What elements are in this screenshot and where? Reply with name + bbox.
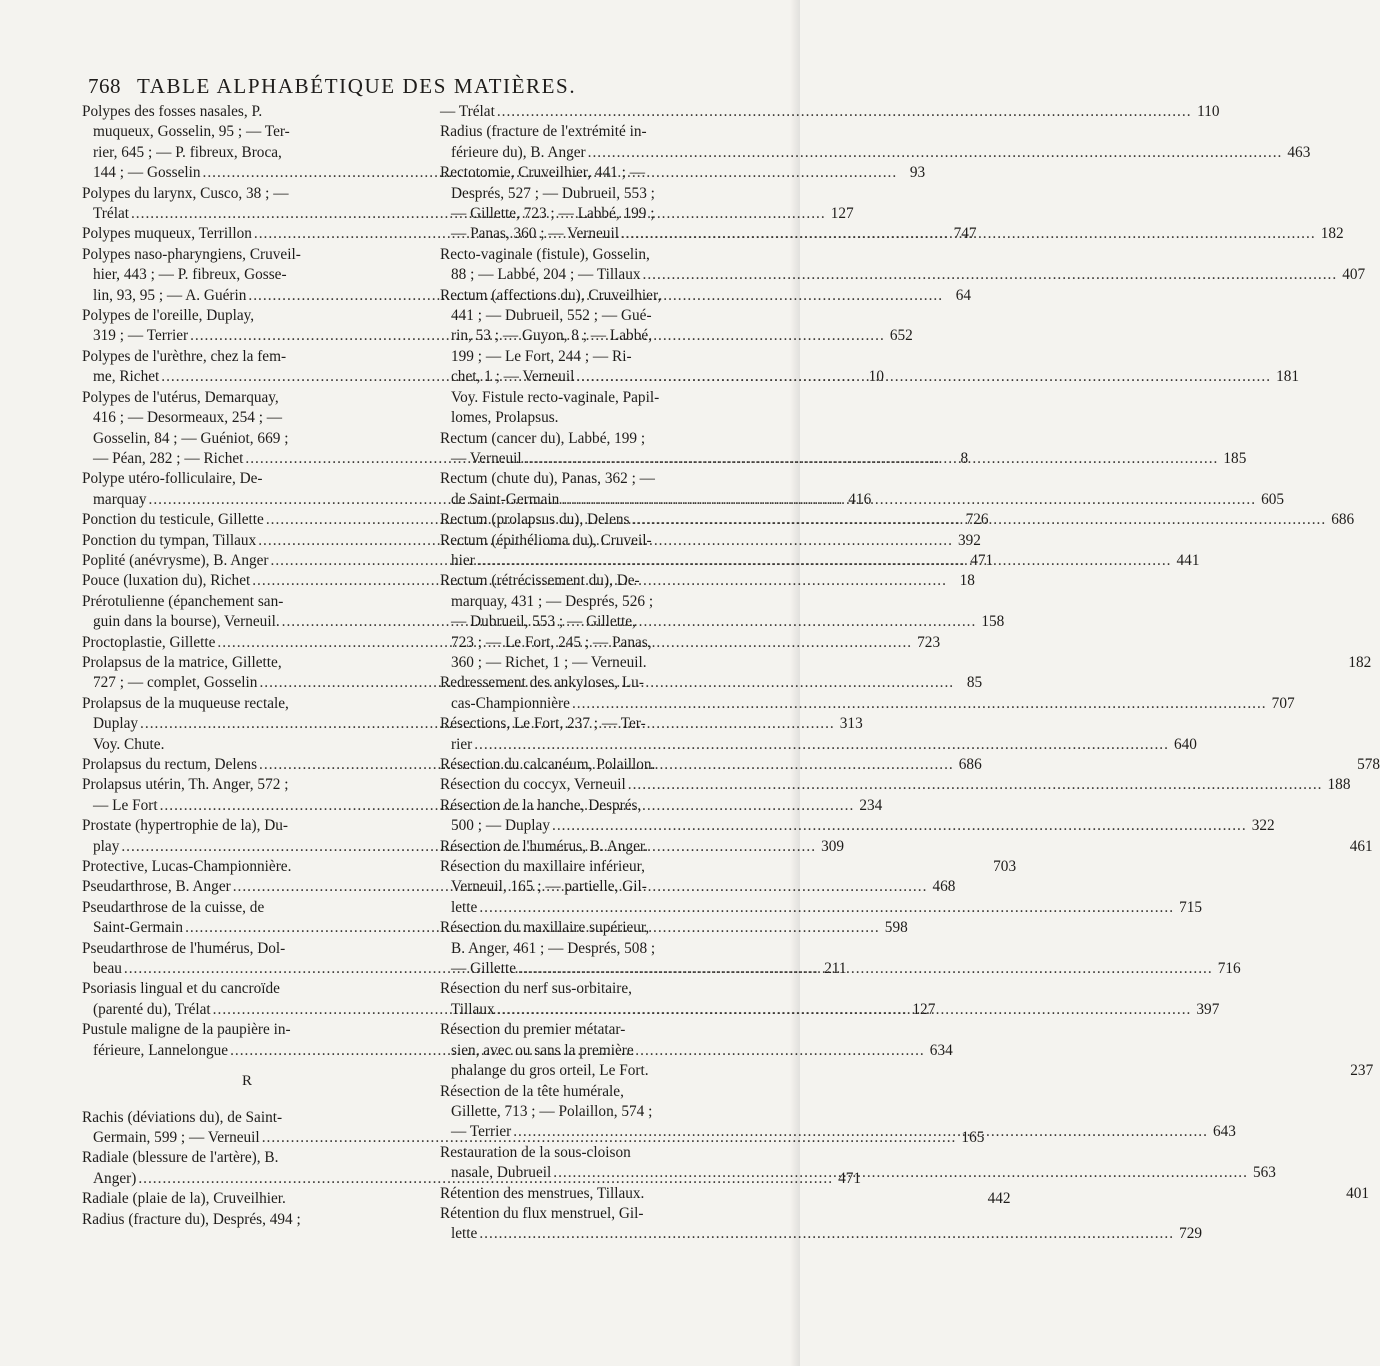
page-reference: 461: [1349, 837, 1373, 855]
index-line: [82, 245, 412, 265]
entry-text: cas-Championnière: [451, 694, 570, 712]
entry-text: Radius (fracture de l'extrémité in-: [440, 123, 647, 141]
entry-text: 416 ; — Desormeaux, 254 ; —: [93, 409, 283, 427]
index-line: [440, 122, 770, 142]
entry-text: Polypes de l'urèthre, chez la fem-: [82, 347, 287, 365]
entry-text: muqueux, Gosselin, 95 ; — Ter-: [93, 123, 290, 141]
entry-text: Rectum (cancer du), Labbé, 199 ;: [440, 429, 646, 447]
entry-text: lette: [451, 898, 478, 916]
entry-text: Pustule maligne de la paupière in-: [82, 1021, 291, 1039]
entry-text: Psoriasis lingual et du cancroïde: [82, 980, 280, 998]
index-line: [82, 1210, 412, 1230]
index-line: [440, 306, 770, 326]
entry-text: marquay, 431 ; — Després, 526 ;: [451, 592, 654, 610]
index-line: [440, 1224, 1203, 1244]
entry-text: Rétention du flux menstruel, Gil-: [440, 1204, 644, 1222]
page-reference: 686: [958, 756, 982, 773]
index-line: [82, 735, 412, 755]
page-reference: 707: [1271, 694, 1295, 712]
entry-text: Tillaux: [451, 1000, 495, 1018]
entry-text: Gosselin, 84 ; — Guéniot, 669 ;: [93, 429, 289, 447]
entry-text: Résections, Le Fort, 237 ; — Ter-: [440, 715, 646, 733]
entry-text: hier, 443 ; — P. fibreux, Gosse-: [93, 266, 287, 284]
index-line: [440, 449, 1247, 469]
entry-text: Restauration de la sous-cloison: [440, 1143, 631, 1161]
entry-text: Radiale (blessure de l'artère), B.: [82, 1149, 279, 1167]
index-line: [82, 898, 412, 918]
page-reference: 309: [821, 837, 845, 855]
page-reference: 441: [1176, 551, 1200, 569]
index-line: [440, 673, 770, 693]
index-line: [440, 877, 770, 897]
entry-text: Résection de l'humérus, B. Anger.: [440, 837, 648, 855]
index-line: [440, 469, 770, 489]
page-reference: 165: [961, 1128, 985, 1146]
dot-leader: [576, 367, 1271, 387]
index-entry: [82, 1210, 412, 1230]
index-line: [440, 816, 1275, 836]
index-line: [82, 408, 412, 428]
entry-text: me, Richet: [93, 368, 160, 386]
index-line: [440, 163, 770, 183]
entry-text: Duplay: [93, 715, 139, 733]
entry-text: rier, 645 ; — P. fibreux, Broca,: [93, 143, 282, 161]
entry-text: Rectum (rétrécissement du), De-: [440, 572, 640, 590]
entry-text: B. Anger, 461 ; — Després, 508 ;: [451, 939, 656, 957]
index-line: [440, 326, 770, 346]
index-entry: [440, 245, 1366, 286]
entry-text: Prolapsus du rectum, Delens: [82, 756, 258, 773]
dot-leader: [474, 735, 1169, 755]
dot-leader: [561, 490, 1256, 510]
page-reference: 468: [932, 878, 956, 896]
dot-leader: [552, 816, 1247, 836]
page-reference: 652: [889, 327, 913, 345]
index-line: [440, 918, 770, 938]
entry-text: guin dans la bourse), Verneuil.: [93, 613, 280, 631]
entry-text: Gillette, 713 ; — Polaillon, 574 ;: [451, 1102, 653, 1120]
index-line: [440, 1143, 770, 1163]
page-reference: 471: [970, 551, 994, 569]
page-reference: 397: [1196, 1000, 1220, 1018]
index-line: [440, 1204, 770, 1224]
index-line: [440, 653, 1372, 673]
index-entry: [440, 775, 1351, 795]
entry-text: Voy. Chute.: [93, 735, 165, 753]
index-line: [440, 143, 1311, 163]
page-reference: 182: [1348, 653, 1372, 671]
entry-text: Radius (fracture du), Després, 494 ;: [82, 1210, 301, 1228]
dot-leader: [588, 143, 1283, 163]
entry-text: Ponction du tympan, Tillaux: [82, 531, 257, 549]
entry-text: Recto-vaginale (fistule), Gosselin,: [440, 245, 650, 263]
entry-text: Redressement des ankyloses, Lu-: [440, 674, 644, 692]
entry-text: Polype utéro-folliculaire, De-: [82, 470, 263, 488]
index-line: [82, 347, 412, 367]
page-reference: 110: [1197, 103, 1220, 120]
index-line: [440, 1102, 770, 1122]
dot-leader: [497, 1000, 1192, 1020]
entry-text: Résection du nerf sus-orbitaire,: [440, 980, 633, 998]
page-reference: 237: [1350, 1062, 1374, 1080]
entry-text: lette: [451, 1225, 478, 1243]
index-line: [440, 939, 770, 959]
dot-leader: [621, 224, 1316, 244]
index-line: [440, 735, 1197, 755]
index-line: [440, 1061, 1374, 1081]
entry-text: lin, 93, 95 ; — A. Guérin: [93, 286, 247, 304]
index-line: [82, 265, 412, 285]
entry-text: Rachis (déviations du), de Saint-: [82, 1108, 283, 1126]
entry-text: Saint-Germain: [93, 919, 184, 937]
entry-text: Résection du maxillaire inférieur,: [440, 858, 645, 876]
page-reference: 188: [1327, 776, 1351, 794]
entry-text: Després, 527 ; — Dubrueil, 553 ;: [451, 184, 655, 202]
index-line: [82, 122, 412, 142]
entry-text: Prolapsus de la muqueuse rectale,: [82, 694, 289, 712]
entry-text: Trélat: [93, 205, 129, 223]
entry-text: — Péan, 282 ; — Richet: [93, 449, 244, 467]
index-line: [440, 265, 1366, 285]
index-line: [82, 939, 412, 959]
index-line: [440, 388, 770, 408]
index-line: [440, 592, 770, 612]
entry-text: Résection du premier métatar-: [440, 1021, 626, 1039]
entry-text: lomes, Prolapsus.: [451, 409, 559, 427]
index-line: [82, 775, 412, 795]
index-line: [440, 184, 770, 204]
entry-text: 88 ; — Labbé, 204 ; — Tillaux: [451, 266, 641, 284]
page-reference: 158: [981, 613, 1005, 631]
entry-text: — Trélat: [440, 103, 495, 120]
entry-text: 144 ; — Gosselin: [93, 164, 201, 182]
entry-text: 723 ; — Le Fort, 245 ; — Panas,: [451, 633, 652, 651]
entry-text: Polypes de l'oreille, Duplay,: [82, 307, 255, 325]
entry-text: 727 ; — complet, Gosselin: [93, 674, 258, 692]
entry-text: férieure du), B. Anger: [451, 143, 586, 161]
index-line: [82, 979, 412, 999]
index-line: [82, 653, 412, 673]
entry-text: Pseudarthrose de l'humérus, Dol-: [82, 939, 286, 957]
page-header: [0, 74, 800, 98]
entry-text: — Dubrueil, 553 ; — Gillette,: [451, 613, 636, 631]
page-edge-shadow: [790, 0, 800, 1366]
entry-text: Anger): [93, 1169, 137, 1187]
dot-leader: [553, 1163, 1248, 1183]
page-reference: 127: [830, 205, 854, 223]
entry-text: Résection du maxillaire supérieur,: [440, 919, 650, 937]
entry-text: play: [93, 837, 120, 855]
entry-text: marquay: [93, 490, 147, 508]
page-reference: 234: [859, 796, 883, 814]
entry-text: Prostate (hypertrophie de la), Du-: [82, 817, 289, 835]
page-reference: 8: [960, 449, 969, 467]
entry-text: Polypes muqueux, Terrillon: [82, 225, 252, 243]
entry-text: Radiale (plaie de la), Cruveilhier.: [82, 1190, 286, 1208]
entry-text: Rectum (affections du), Cruveilhier,: [440, 286, 662, 304]
entry-text: Verneuil, 165 ; — partielle, Gil-: [451, 878, 647, 896]
entry-text: — Verneuil: [451, 449, 522, 467]
entry-text: Résection de la hanche, Després,: [440, 796, 642, 814]
entry-text: 500 ; — Duplay: [451, 817, 550, 835]
entry-text: Prolapsus de la matrice, Gillette,: [82, 653, 282, 671]
dot-leader: [631, 510, 1326, 530]
entry-text: Rectum (chute du), Panas, 362 ; —: [440, 470, 655, 488]
entry-text: rin, 53 ; — Guyon, 8 ; — Labbé,: [451, 327, 652, 345]
entry-text: Pseudarthrose, B. Anger: [82, 878, 231, 896]
entry-text: Prérotulienne (épanchement san-: [82, 592, 284, 610]
index-line: [82, 1148, 412, 1168]
index-line: [440, 857, 770, 877]
index-line: [82, 388, 412, 408]
index-line: [82, 102, 412, 122]
page-reference: 729: [1179, 1225, 1203, 1243]
page-reference: 716: [1217, 960, 1241, 978]
page-reference: 598: [884, 919, 908, 937]
page-reference: 127: [912, 1000, 936, 1018]
entry-text: phalange du gros orteil, Le Fort.: [451, 1062, 649, 1080]
index-line: [440, 796, 770, 816]
entry-text: 360 ; — Richet, 1 ; — Verneuil.: [451, 653, 647, 671]
page-reference: 10: [868, 368, 884, 386]
index-entry: [440, 102, 1220, 122]
entry-text: Voy. Fistule recto-vaginale, Papil-: [451, 388, 660, 406]
index-line: [440, 1041, 770, 1061]
index-line: [440, 612, 770, 632]
page-reference: 407: [1342, 266, 1366, 284]
entry-text: (parenté du), Trélat: [93, 1000, 211, 1018]
entry-text: — Terrier: [451, 1123, 512, 1141]
dot-leader: [497, 102, 1192, 122]
dot-leader: [628, 775, 1323, 795]
page-reference: 322: [1251, 817, 1275, 835]
index-line: [440, 245, 770, 265]
index-line: [82, 469, 412, 489]
entry-text: Pseudarthrose de la cuisse, de: [82, 898, 265, 916]
index-line: [82, 429, 412, 449]
index-line: [440, 898, 1203, 918]
entry-text: Polypes de l'utérus, Demarquay,: [82, 388, 279, 406]
page-reference: 605: [1261, 490, 1285, 508]
index-line: [440, 204, 770, 224]
dot-leader: [513, 1122, 1208, 1142]
entry-text: — Gillette, 723 ; — Labbé, 199 ;: [451, 205, 655, 223]
entry-text: Rectum (épithélioma du), Cruveil-: [440, 531, 652, 549]
page-reference: 463: [1287, 143, 1311, 161]
index-line: [440, 633, 770, 653]
entry-text: Résection du coccyx, Verneuil: [440, 776, 626, 794]
page-reference: 686: [1331, 511, 1355, 529]
index-line: [82, 143, 412, 163]
entry-text: — Panas, 360 ; — Verneuil: [451, 225, 619, 243]
page-reference: 563: [1252, 1164, 1276, 1182]
page-reference: 313: [839, 715, 863, 733]
entry-text: Résection du calcanéum, Polaillon.: [440, 756, 656, 773]
index-line: [440, 531, 770, 551]
page-reference: 401: [1346, 1184, 1370, 1202]
dot-leader: [479, 1224, 1174, 1244]
entry-text: Rectotomie, Cruveilhier, 441 ; —: [440, 164, 646, 182]
page-reference: 471: [838, 1169, 862, 1187]
entry-text: férieure, Lannelongue: [93, 1041, 229, 1059]
index-line: [82, 816, 412, 836]
index-line: [440, 347, 770, 367]
entry-text: de Saint-Germain: [451, 490, 560, 508]
entry-text: sien, avec ou sans la première: [451, 1041, 634, 1059]
entry-text: Pouce (luxation du), Richet: [82, 572, 251, 590]
page-reference: 634: [929, 1041, 953, 1059]
index-line: [82, 1020, 412, 1040]
entry-text: 441 ; — Dubrueil, 552 ; — Gué-: [451, 307, 652, 325]
index-line: [440, 571, 770, 591]
index-line: [440, 286, 770, 306]
page-reference: 723: [917, 633, 941, 651]
entry-text: chet, 1 ; — Verneuil: [451, 368, 575, 386]
index-line: [82, 184, 412, 204]
entry-text: hier: [451, 551, 475, 569]
page-reference: 181: [1276, 368, 1300, 386]
page-reference: 211: [824, 960, 847, 978]
entry-text: Rétention des menstrues, Tillaux.: [440, 1184, 645, 1202]
page-reference: 85: [966, 674, 983, 692]
page-reference: 416: [848, 490, 872, 508]
index-entry: [440, 122, 1311, 163]
page-reference: 18: [959, 572, 975, 590]
page-reference: 703: [993, 858, 1017, 876]
index-line: [440, 775, 1351, 795]
page-reference: 640: [1173, 735, 1197, 753]
entry-text: Ponction du testicule, Gillette: [82, 511, 264, 529]
entry-text: Polypes naso-pharyngiens, Cruveil-: [82, 245, 301, 263]
index-line: [440, 429, 770, 449]
page-reference: 182: [1320, 225, 1344, 243]
page-reference: 392: [957, 531, 981, 549]
entry-text: 199 ; — Le Fort, 244 ; — Ri-: [451, 347, 632, 365]
page-reference: 578: [1357, 756, 1380, 773]
section-letter: R: [241, 1073, 252, 1090]
index-line: [440, 979, 770, 999]
entry-text: Polypes du larynx, Cusco, 38 ; —: [82, 184, 289, 202]
entry-text: rier: [451, 735, 473, 753]
dot-leader: [477, 551, 1172, 571]
page-reference: 64: [955, 286, 972, 304]
page-reference: 643: [1212, 1123, 1236, 1141]
entry-text: Polypes des fosses nasales, P.: [82, 103, 263, 120]
index-line: [440, 1020, 770, 1040]
entry-text: Protective, Lucas-Championnière.: [82, 858, 292, 876]
index-line: [82, 694, 412, 714]
dot-leader: [572, 694, 1267, 714]
index-line: [82, 592, 412, 612]
page-reference: 726: [965, 511, 989, 529]
index-line: [440, 714, 770, 734]
entry-text: Poplité (anévrysme), B. Anger: [82, 551, 269, 569]
running-title: TABLE ALPHABÉTIQUE DES MATIÈRES.: [137, 74, 577, 98]
entry-text: Rectum (prolapsus du), Delens: [440, 511, 630, 529]
page-number: 768: [88, 74, 121, 98]
page-reference: 747: [953, 225, 977, 243]
entry-text: — Gillette: [451, 960, 516, 978]
entry-text: Résection de la tête humérale,: [440, 1082, 624, 1100]
entry-text: Prolapsus utérin, Th. Anger, 572 ;: [82, 776, 289, 794]
entry-text: nasale, Dubrueil: [451, 1164, 552, 1182]
entry-text: — Le Fort: [93, 796, 158, 814]
index-line: [82, 1108, 412, 1128]
page-reference: 185: [1223, 449, 1247, 467]
page-reference: 715: [1179, 898, 1203, 916]
page-reference: 442: [987, 1190, 1011, 1208]
index-line: [440, 1082, 770, 1102]
index-entry: [440, 1204, 1203, 1245]
dot-leader: [518, 959, 1213, 979]
dot-leader: [643, 265, 1338, 285]
page-reference: 93: [909, 164, 926, 182]
dot-leader: [524, 449, 1219, 469]
entry-text: 319 ; — Terrier: [93, 327, 189, 345]
index-line: [440, 408, 770, 428]
index-line: [440, 694, 1295, 714]
index-line: [82, 306, 412, 326]
entry-text: Germain, 599 ; — Verneuil: [93, 1128, 260, 1146]
entry-text: beau: [93, 960, 122, 978]
entry-text: Proctoplastie, Gillette: [82, 633, 216, 651]
index-entry: [440, 429, 1247, 470]
dot-leader: [479, 898, 1174, 918]
index-line: [440, 102, 1220, 122]
